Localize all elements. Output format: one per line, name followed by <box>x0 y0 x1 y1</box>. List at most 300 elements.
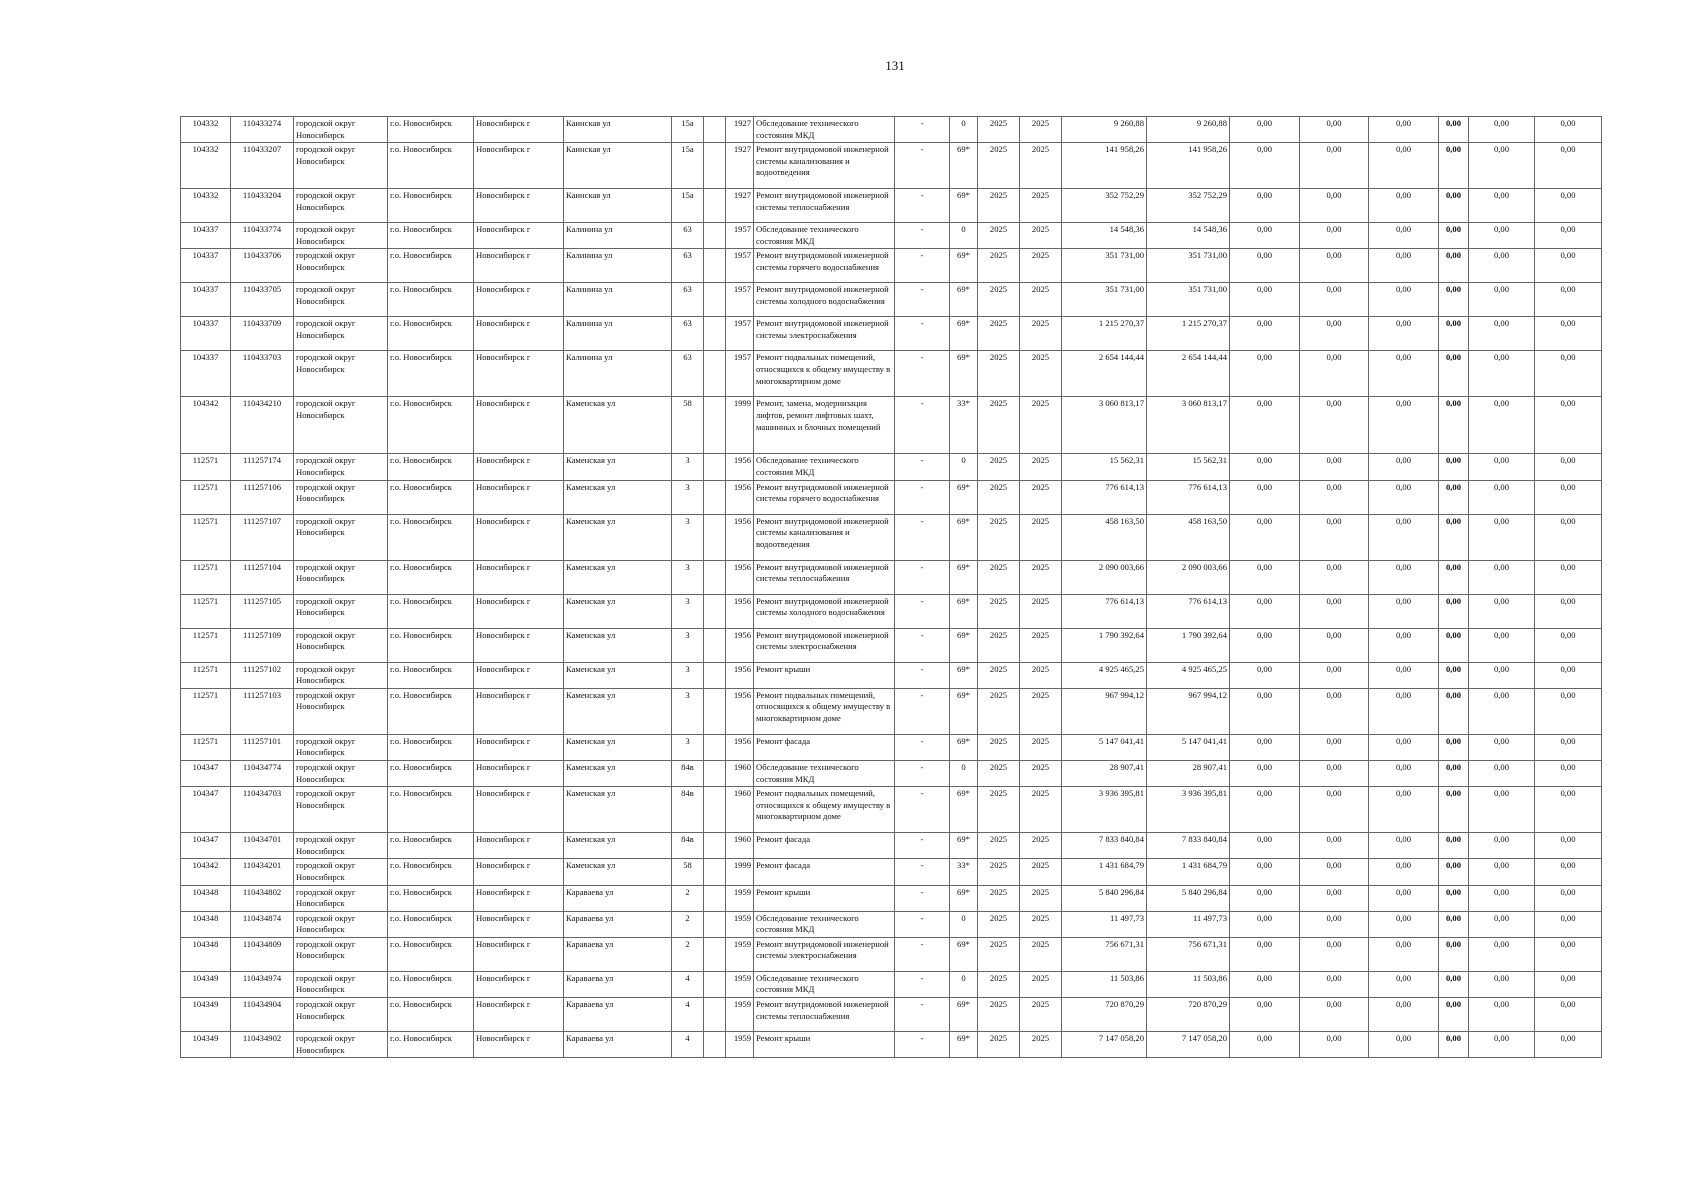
cell-lifetime: 33* <box>950 397 978 454</box>
cell-val-6: 0,00 <box>1535 560 1602 594</box>
cell-val-1: 0,00 <box>1230 998 1300 1032</box>
cell-work-type: Ремонт фасада <box>754 833 895 859</box>
cell-cost-fund: 776 614,13 <box>1147 594 1230 628</box>
cell-cost-fund: 28 907,41 <box>1147 760 1230 786</box>
cell-val-5: 0,00 <box>1469 117 1535 143</box>
cell-settlement: Новосибирск г <box>474 971 564 997</box>
cell-val-2: 0,00 <box>1300 397 1369 454</box>
cell-work-id: 110433705 <box>231 283 294 317</box>
cell-year-start: 2025 <box>978 833 1020 859</box>
cell-val-1: 0,00 <box>1230 885 1300 911</box>
cell-municipality: городской округ Новосибирск <box>294 971 388 997</box>
cell-year: 1956 <box>726 560 754 594</box>
cell-year-end: 2025 <box>1020 859 1062 885</box>
cell-building <box>704 117 726 143</box>
cell-cost-total: 2 090 003,66 <box>1062 560 1147 594</box>
cell-cost-fund: 15 562,31 <box>1147 454 1230 480</box>
cell-year-start: 2025 <box>978 998 1020 1032</box>
cell-val-4: 0,00 <box>1439 1032 1469 1058</box>
cell-work-id: 110434974 <box>231 971 294 997</box>
cell-cost-fund: 1 215 270,37 <box>1147 317 1230 351</box>
cell-dash: - <box>895 117 950 143</box>
cell-year: 1956 <box>726 662 754 688</box>
cell-cost-fund: 3 936 395,81 <box>1147 787 1230 833</box>
cell-val-1: 0,00 <box>1230 514 1300 560</box>
cell-work-type: Ремонт, замена, модернизация лифтов, ремонт лифтовых шахт, машинных и блочных помещений <box>754 397 895 454</box>
cell-municipality-short: г.о. Новосибирск <box>388 688 474 734</box>
cell-lifetime: 69* <box>950 189 978 223</box>
cell-house-id: 104337 <box>181 223 231 249</box>
cell-house-id: 104342 <box>181 859 231 885</box>
cell-val-6: 0,00 <box>1535 1032 1602 1058</box>
cell-year: 1957 <box>726 283 754 317</box>
cell-lifetime: 0 <box>950 223 978 249</box>
cell-year-start: 2025 <box>978 937 1020 971</box>
cell-work-id: 110433774 <box>231 223 294 249</box>
cell-municipality-short: г.о. Новосибирск <box>388 787 474 833</box>
cell-work-type: Ремонт внутридомовой инженерной системы горячего водоснабжения <box>754 480 895 514</box>
cell-val-6: 0,00 <box>1535 117 1602 143</box>
cell-year-end: 2025 <box>1020 223 1062 249</box>
cell-dash: - <box>895 911 950 937</box>
cell-street: Каинская ул <box>564 117 672 143</box>
cell-settlement: Новосибирск г <box>474 397 564 454</box>
cell-work-type: Ремонт подвальных помещений, относящихся к общему имуществу в многоквартирном доме <box>754 787 895 833</box>
cell-val-4: 0,00 <box>1439 734 1469 760</box>
cell-cost-total: 7 147 058,20 <box>1062 1032 1147 1058</box>
cell-year-start: 2025 <box>978 480 1020 514</box>
cell-building <box>704 143 726 189</box>
cell-settlement: Новосибирск г <box>474 937 564 971</box>
cell-val-2: 0,00 <box>1300 911 1369 937</box>
cell-settlement: Новосибирск г <box>474 911 564 937</box>
cell-val-3: 0,00 <box>1369 885 1439 911</box>
cell-year-end: 2025 <box>1020 249 1062 283</box>
cell-val-6: 0,00 <box>1535 283 1602 317</box>
cell-year-start: 2025 <box>978 223 1020 249</box>
cell-house-id: 112571 <box>181 454 231 480</box>
cell-building <box>704 1032 726 1058</box>
cell-val-3: 0,00 <box>1369 688 1439 734</box>
cell-val-4: 0,00 <box>1439 885 1469 911</box>
cell-house-id: 104349 <box>181 998 231 1032</box>
cell-house-id: 104347 <box>181 833 231 859</box>
cell-year: 1956 <box>726 514 754 560</box>
cell-val-4: 0,00 <box>1439 859 1469 885</box>
cell-municipality: городской округ Новосибирск <box>294 317 388 351</box>
cell-val-5: 0,00 <box>1469 787 1535 833</box>
cell-dash: - <box>895 628 950 662</box>
cell-val-1: 0,00 <box>1230 143 1300 189</box>
cell-municipality-short: г.о. Новосибирск <box>388 628 474 662</box>
cell-year-start: 2025 <box>978 351 1020 397</box>
cell-val-4: 0,00 <box>1439 911 1469 937</box>
cell-work-type: Обследование технического состояния МКД <box>754 760 895 786</box>
cell-val-2: 0,00 <box>1300 998 1369 1032</box>
cell-year: 1959 <box>726 937 754 971</box>
cell-val-3: 0,00 <box>1369 454 1439 480</box>
cell-val-3: 0,00 <box>1369 560 1439 594</box>
cell-year-end: 2025 <box>1020 1032 1062 1058</box>
cell-val-5: 0,00 <box>1469 885 1535 911</box>
table-body <box>181 117 1602 1058</box>
cell-municipality: городской округ Новосибирск <box>294 937 388 971</box>
cell-work-type: Ремонт внутридомовой инженерной системы теплоснабжения <box>754 998 895 1032</box>
cell-municipality: городской округ Новосибирск <box>294 189 388 223</box>
cell-building <box>704 283 726 317</box>
cell-settlement: Новосибирск г <box>474 351 564 397</box>
cell-settlement: Новосибирск г <box>474 117 564 143</box>
cell-val-2: 0,00 <box>1300 937 1369 971</box>
cell-val-1: 0,00 <box>1230 560 1300 594</box>
cell-settlement: Новосибирск г <box>474 662 564 688</box>
cell-dash: - <box>895 1032 950 1058</box>
cell-year: 1956 <box>726 688 754 734</box>
table-row <box>181 143 1602 189</box>
cell-val-3: 0,00 <box>1369 911 1439 937</box>
cell-building <box>704 560 726 594</box>
cell-val-2: 0,00 <box>1300 560 1369 594</box>
cell-settlement: Новосибирск г <box>474 480 564 514</box>
cell-val-5: 0,00 <box>1469 480 1535 514</box>
cell-house-number: 3 <box>672 662 704 688</box>
cell-dash: - <box>895 734 950 760</box>
cell-municipality: городской округ Новосибирск <box>294 760 388 786</box>
cell-val-2: 0,00 <box>1300 760 1369 786</box>
cell-val-5: 0,00 <box>1469 454 1535 480</box>
cell-year: 1957 <box>726 317 754 351</box>
cell-val-6: 0,00 <box>1535 833 1602 859</box>
cell-street: Каравaева ул <box>564 971 672 997</box>
cell-val-5: 0,00 <box>1469 189 1535 223</box>
cell-val-2: 0,00 <box>1300 514 1369 560</box>
cell-municipality-short: г.о. Новосибирск <box>388 514 474 560</box>
cell-year-end: 2025 <box>1020 143 1062 189</box>
cell-val-5: 0,00 <box>1469 594 1535 628</box>
cell-municipality-short: г.о. Новосибирск <box>388 189 474 223</box>
cell-municipality-short: г.о. Новосибирск <box>388 971 474 997</box>
cell-settlement: Новосибирск г <box>474 189 564 223</box>
table-row <box>181 397 1602 454</box>
table-row <box>181 189 1602 223</box>
cell-work-type: Обследование технического состояния МКД <box>754 117 895 143</box>
cell-val-4: 0,00 <box>1439 594 1469 628</box>
cell-house-number: 3 <box>672 454 704 480</box>
cell-work-id: 110433207 <box>231 143 294 189</box>
cell-municipality: городской округ Новосибирск <box>294 628 388 662</box>
cell-house-number: 3 <box>672 628 704 662</box>
table-row <box>181 911 1602 937</box>
cell-val-6: 0,00 <box>1535 911 1602 937</box>
cell-building <box>704 317 726 351</box>
cell-year-start: 2025 <box>978 594 1020 628</box>
cell-dash: - <box>895 885 950 911</box>
cell-cost-total: 5 840 296,84 <box>1062 885 1147 911</box>
table-row <box>181 351 1602 397</box>
cell-val-5: 0,00 <box>1469 662 1535 688</box>
cell-work-type: Обследование технического состояния МКД <box>754 454 895 480</box>
cell-year-start: 2025 <box>978 249 1020 283</box>
cell-val-4: 0,00 <box>1439 351 1469 397</box>
cell-lifetime: 69* <box>950 1032 978 1058</box>
cell-building <box>704 971 726 997</box>
cell-val-6: 0,00 <box>1535 760 1602 786</box>
cell-house-id: 104349 <box>181 1032 231 1058</box>
cell-val-4: 0,00 <box>1439 662 1469 688</box>
cell-val-3: 0,00 <box>1369 514 1439 560</box>
cell-val-1: 0,00 <box>1230 223 1300 249</box>
cell-val-5: 0,00 <box>1469 283 1535 317</box>
cell-val-6: 0,00 <box>1535 998 1602 1032</box>
cell-val-6: 0,00 <box>1535 734 1602 760</box>
cell-municipality-short: г.о. Новосибирск <box>388 283 474 317</box>
cell-street: Каменская ул <box>564 688 672 734</box>
cell-municipality-short: г.о. Новосибирск <box>388 859 474 885</box>
cell-municipality: городской округ Новосибирск <box>294 594 388 628</box>
cell-val-4: 0,00 <box>1439 514 1469 560</box>
cell-municipality-short: г.о. Новосибирск <box>388 249 474 283</box>
cell-year-end: 2025 <box>1020 594 1062 628</box>
cell-val-4: 0,00 <box>1439 117 1469 143</box>
cell-municipality: городской округ Новосибирск <box>294 1032 388 1058</box>
cell-house-id: 104337 <box>181 249 231 283</box>
cell-val-5: 0,00 <box>1469 734 1535 760</box>
table-row <box>181 859 1602 885</box>
cell-year-end: 2025 <box>1020 351 1062 397</box>
cell-municipality-short: г.о. Новосибирск <box>388 998 474 1032</box>
cell-work-id: 110434809 <box>231 937 294 971</box>
cell-val-3: 0,00 <box>1369 480 1439 514</box>
cell-house-id: 104342 <box>181 397 231 454</box>
cell-dash: - <box>895 480 950 514</box>
cell-house-id: 104348 <box>181 885 231 911</box>
cell-cost-total: 1 215 270,37 <box>1062 317 1147 351</box>
cell-municipality: городской округ Новосибирск <box>294 998 388 1032</box>
cell-lifetime: 69* <box>950 560 978 594</box>
cell-year: 1959 <box>726 911 754 937</box>
cell-val-2: 0,00 <box>1300 787 1369 833</box>
cell-val-2: 0,00 <box>1300 249 1369 283</box>
cell-dash: - <box>895 454 950 480</box>
table-row <box>181 760 1602 786</box>
cell-val-3: 0,00 <box>1369 143 1439 189</box>
cell-cost-fund: 4 925 465,25 <box>1147 662 1230 688</box>
cell-cost-fund: 967 994,12 <box>1147 688 1230 734</box>
cell-year: 1999 <box>726 859 754 885</box>
cell-cost-fund: 14 548,36 <box>1147 223 1230 249</box>
cell-work-id: 111257107 <box>231 514 294 560</box>
cell-municipality: городской округ Новосибирск <box>294 223 388 249</box>
cell-cost-fund: 458 163,50 <box>1147 514 1230 560</box>
cell-val-6: 0,00 <box>1535 249 1602 283</box>
cell-val-6: 0,00 <box>1535 143 1602 189</box>
cell-work-type: Ремонт внутридомовой инженерной системы холодного водоснабжения <box>754 283 895 317</box>
cell-val-1: 0,00 <box>1230 833 1300 859</box>
cell-year-start: 2025 <box>978 911 1020 937</box>
cell-municipality-short: г.о. Новосибирск <box>388 397 474 454</box>
cell-val-6: 0,00 <box>1535 688 1602 734</box>
cell-year-end: 2025 <box>1020 662 1062 688</box>
cell-house-number: 3 <box>672 594 704 628</box>
cell-municipality: городской округ Новосибирск <box>294 688 388 734</box>
cell-street: Каменская ул <box>564 734 672 760</box>
cell-municipality: городской округ Новосибирск <box>294 514 388 560</box>
cell-val-6: 0,00 <box>1535 885 1602 911</box>
cell-cost-total: 351 731,00 <box>1062 283 1147 317</box>
cell-work-id: 110434802 <box>231 885 294 911</box>
cell-house-number: 3 <box>672 688 704 734</box>
cell-lifetime: 69* <box>950 734 978 760</box>
cell-year-start: 2025 <box>978 560 1020 594</box>
cell-street: Каинская ул <box>564 189 672 223</box>
cell-year: 1956 <box>726 734 754 760</box>
cell-cost-fund: 756 671,31 <box>1147 937 1230 971</box>
cell-work-type: Ремонт внутридомовой инженерной системы электроснабжения <box>754 317 895 351</box>
cell-settlement: Новосибирск г <box>474 998 564 1032</box>
cell-year: 1957 <box>726 351 754 397</box>
cell-year-start: 2025 <box>978 662 1020 688</box>
cell-street: Каменская ул <box>564 480 672 514</box>
cell-val-1: 0,00 <box>1230 317 1300 351</box>
cell-year-end: 2025 <box>1020 911 1062 937</box>
cell-dash: - <box>895 971 950 997</box>
cell-cost-fund: 11 503,86 <box>1147 971 1230 997</box>
cell-val-5: 0,00 <box>1469 514 1535 560</box>
cell-val-2: 0,00 <box>1300 594 1369 628</box>
cell-year: 1927 <box>726 189 754 223</box>
cell-municipality: городской округ Новосибирск <box>294 351 388 397</box>
cell-municipality: городской округ Новосибирск <box>294 480 388 514</box>
cell-municipality-short: г.о. Новосибирск <box>388 143 474 189</box>
cell-house-id: 104337 <box>181 283 231 317</box>
cell-settlement: Новосибирск г <box>474 760 564 786</box>
table-row <box>181 480 1602 514</box>
cell-street: Каменская ул <box>564 628 672 662</box>
cell-building <box>704 760 726 786</box>
table-row <box>181 998 1602 1032</box>
cell-house-id: 112571 <box>181 514 231 560</box>
cell-work-type: Ремонт внутридомовой инженерной системы теплоснабжения <box>754 189 895 223</box>
table-row <box>181 885 1602 911</box>
cell-val-6: 0,00 <box>1535 787 1602 833</box>
cell-building <box>704 628 726 662</box>
cell-dash: - <box>895 594 950 628</box>
cell-street: Каменская ул <box>564 787 672 833</box>
cell-settlement: Новосибирск г <box>474 787 564 833</box>
cell-lifetime: 0 <box>950 117 978 143</box>
cell-building <box>704 662 726 688</box>
cell-val-5: 0,00 <box>1469 971 1535 997</box>
cell-house-id: 104348 <box>181 937 231 971</box>
cell-house-id: 104349 <box>181 971 231 997</box>
cell-cost-total: 720 870,29 <box>1062 998 1147 1032</box>
cell-work-id: 110434904 <box>231 998 294 1032</box>
cell-settlement: Новосибирск г <box>474 1032 564 1058</box>
cell-val-3: 0,00 <box>1369 351 1439 397</box>
cell-cost-fund: 5 147 041,41 <box>1147 734 1230 760</box>
cell-house-id: 112571 <box>181 594 231 628</box>
cell-dash: - <box>895 397 950 454</box>
cell-val-2: 0,00 <box>1300 833 1369 859</box>
cell-municipality: городской округ Новосибирск <box>294 397 388 454</box>
cell-year-end: 2025 <box>1020 283 1062 317</box>
cell-dash: - <box>895 351 950 397</box>
cell-street: Каменская ул <box>564 454 672 480</box>
cell-work-id: 110434210 <box>231 397 294 454</box>
cell-year-start: 2025 <box>978 514 1020 560</box>
cell-val-6: 0,00 <box>1535 454 1602 480</box>
cell-year: 1927 <box>726 143 754 189</box>
cell-house-number: 58 <box>672 397 704 454</box>
cell-val-3: 0,00 <box>1369 787 1439 833</box>
cell-year-end: 2025 <box>1020 514 1062 560</box>
table-row <box>181 787 1602 833</box>
cell-house-id: 104347 <box>181 787 231 833</box>
cell-cost-total: 11 497,73 <box>1062 911 1147 937</box>
cell-work-id: 111257109 <box>231 628 294 662</box>
cell-lifetime: 0 <box>950 760 978 786</box>
cell-work-type: Ремонт крыши <box>754 885 895 911</box>
cell-val-2: 0,00 <box>1300 1032 1369 1058</box>
cell-val-3: 0,00 <box>1369 397 1439 454</box>
cell-house-number: 63 <box>672 223 704 249</box>
cell-val-5: 0,00 <box>1469 249 1535 283</box>
cell-house-id: 104332 <box>181 189 231 223</box>
cell-cost-total: 15 562,31 <box>1062 454 1147 480</box>
cell-house-number: 84в <box>672 787 704 833</box>
cell-cost-total: 1 790 392,64 <box>1062 628 1147 662</box>
cell-dash: - <box>895 514 950 560</box>
cell-work-id: 111257104 <box>231 560 294 594</box>
cell-settlement: Новосибирск г <box>474 628 564 662</box>
cell-building <box>704 514 726 560</box>
cell-year: 1957 <box>726 249 754 283</box>
cell-street: Калинина ул <box>564 317 672 351</box>
cell-work-type: Ремонт внутридомовой инженерной системы теплоснабжения <box>754 560 895 594</box>
cell-settlement: Новосибирск г <box>474 734 564 760</box>
cell-val-4: 0,00 <box>1439 283 1469 317</box>
cell-year-start: 2025 <box>978 688 1020 734</box>
cell-year-start: 2025 <box>978 189 1020 223</box>
cell-year-start: 2025 <box>978 787 1020 833</box>
cell-val-2: 0,00 <box>1300 317 1369 351</box>
cell-house-number: 3 <box>672 734 704 760</box>
cell-cost-fund: 776 614,13 <box>1147 480 1230 514</box>
cell-val-6: 0,00 <box>1535 223 1602 249</box>
cell-street: Калинина ул <box>564 249 672 283</box>
cell-val-6: 0,00 <box>1535 628 1602 662</box>
cell-house-number: 15а <box>672 189 704 223</box>
cell-cost-total: 28 907,41 <box>1062 760 1147 786</box>
cell-val-1: 0,00 <box>1230 189 1300 223</box>
cell-val-1: 0,00 <box>1230 971 1300 997</box>
cell-val-2: 0,00 <box>1300 143 1369 189</box>
cell-street: Каравaева ул <box>564 885 672 911</box>
cell-year-end: 2025 <box>1020 560 1062 594</box>
cell-year: 1959 <box>726 885 754 911</box>
cell-year: 1960 <box>726 833 754 859</box>
cell-dash: - <box>895 859 950 885</box>
cell-dash: - <box>895 662 950 688</box>
cell-work-type: Ремонт подвальных помещений, относящихся к общему имуществу в многоквартирном доме <box>754 688 895 734</box>
cell-dash: - <box>895 317 950 351</box>
cell-house-id: 104332 <box>181 143 231 189</box>
cell-street: Каравaева ул <box>564 911 672 937</box>
cell-settlement: Новосибирск г <box>474 249 564 283</box>
cell-work-id: 110434774 <box>231 760 294 786</box>
cell-municipality: городской округ Новосибирск <box>294 143 388 189</box>
cell-year: 1956 <box>726 454 754 480</box>
